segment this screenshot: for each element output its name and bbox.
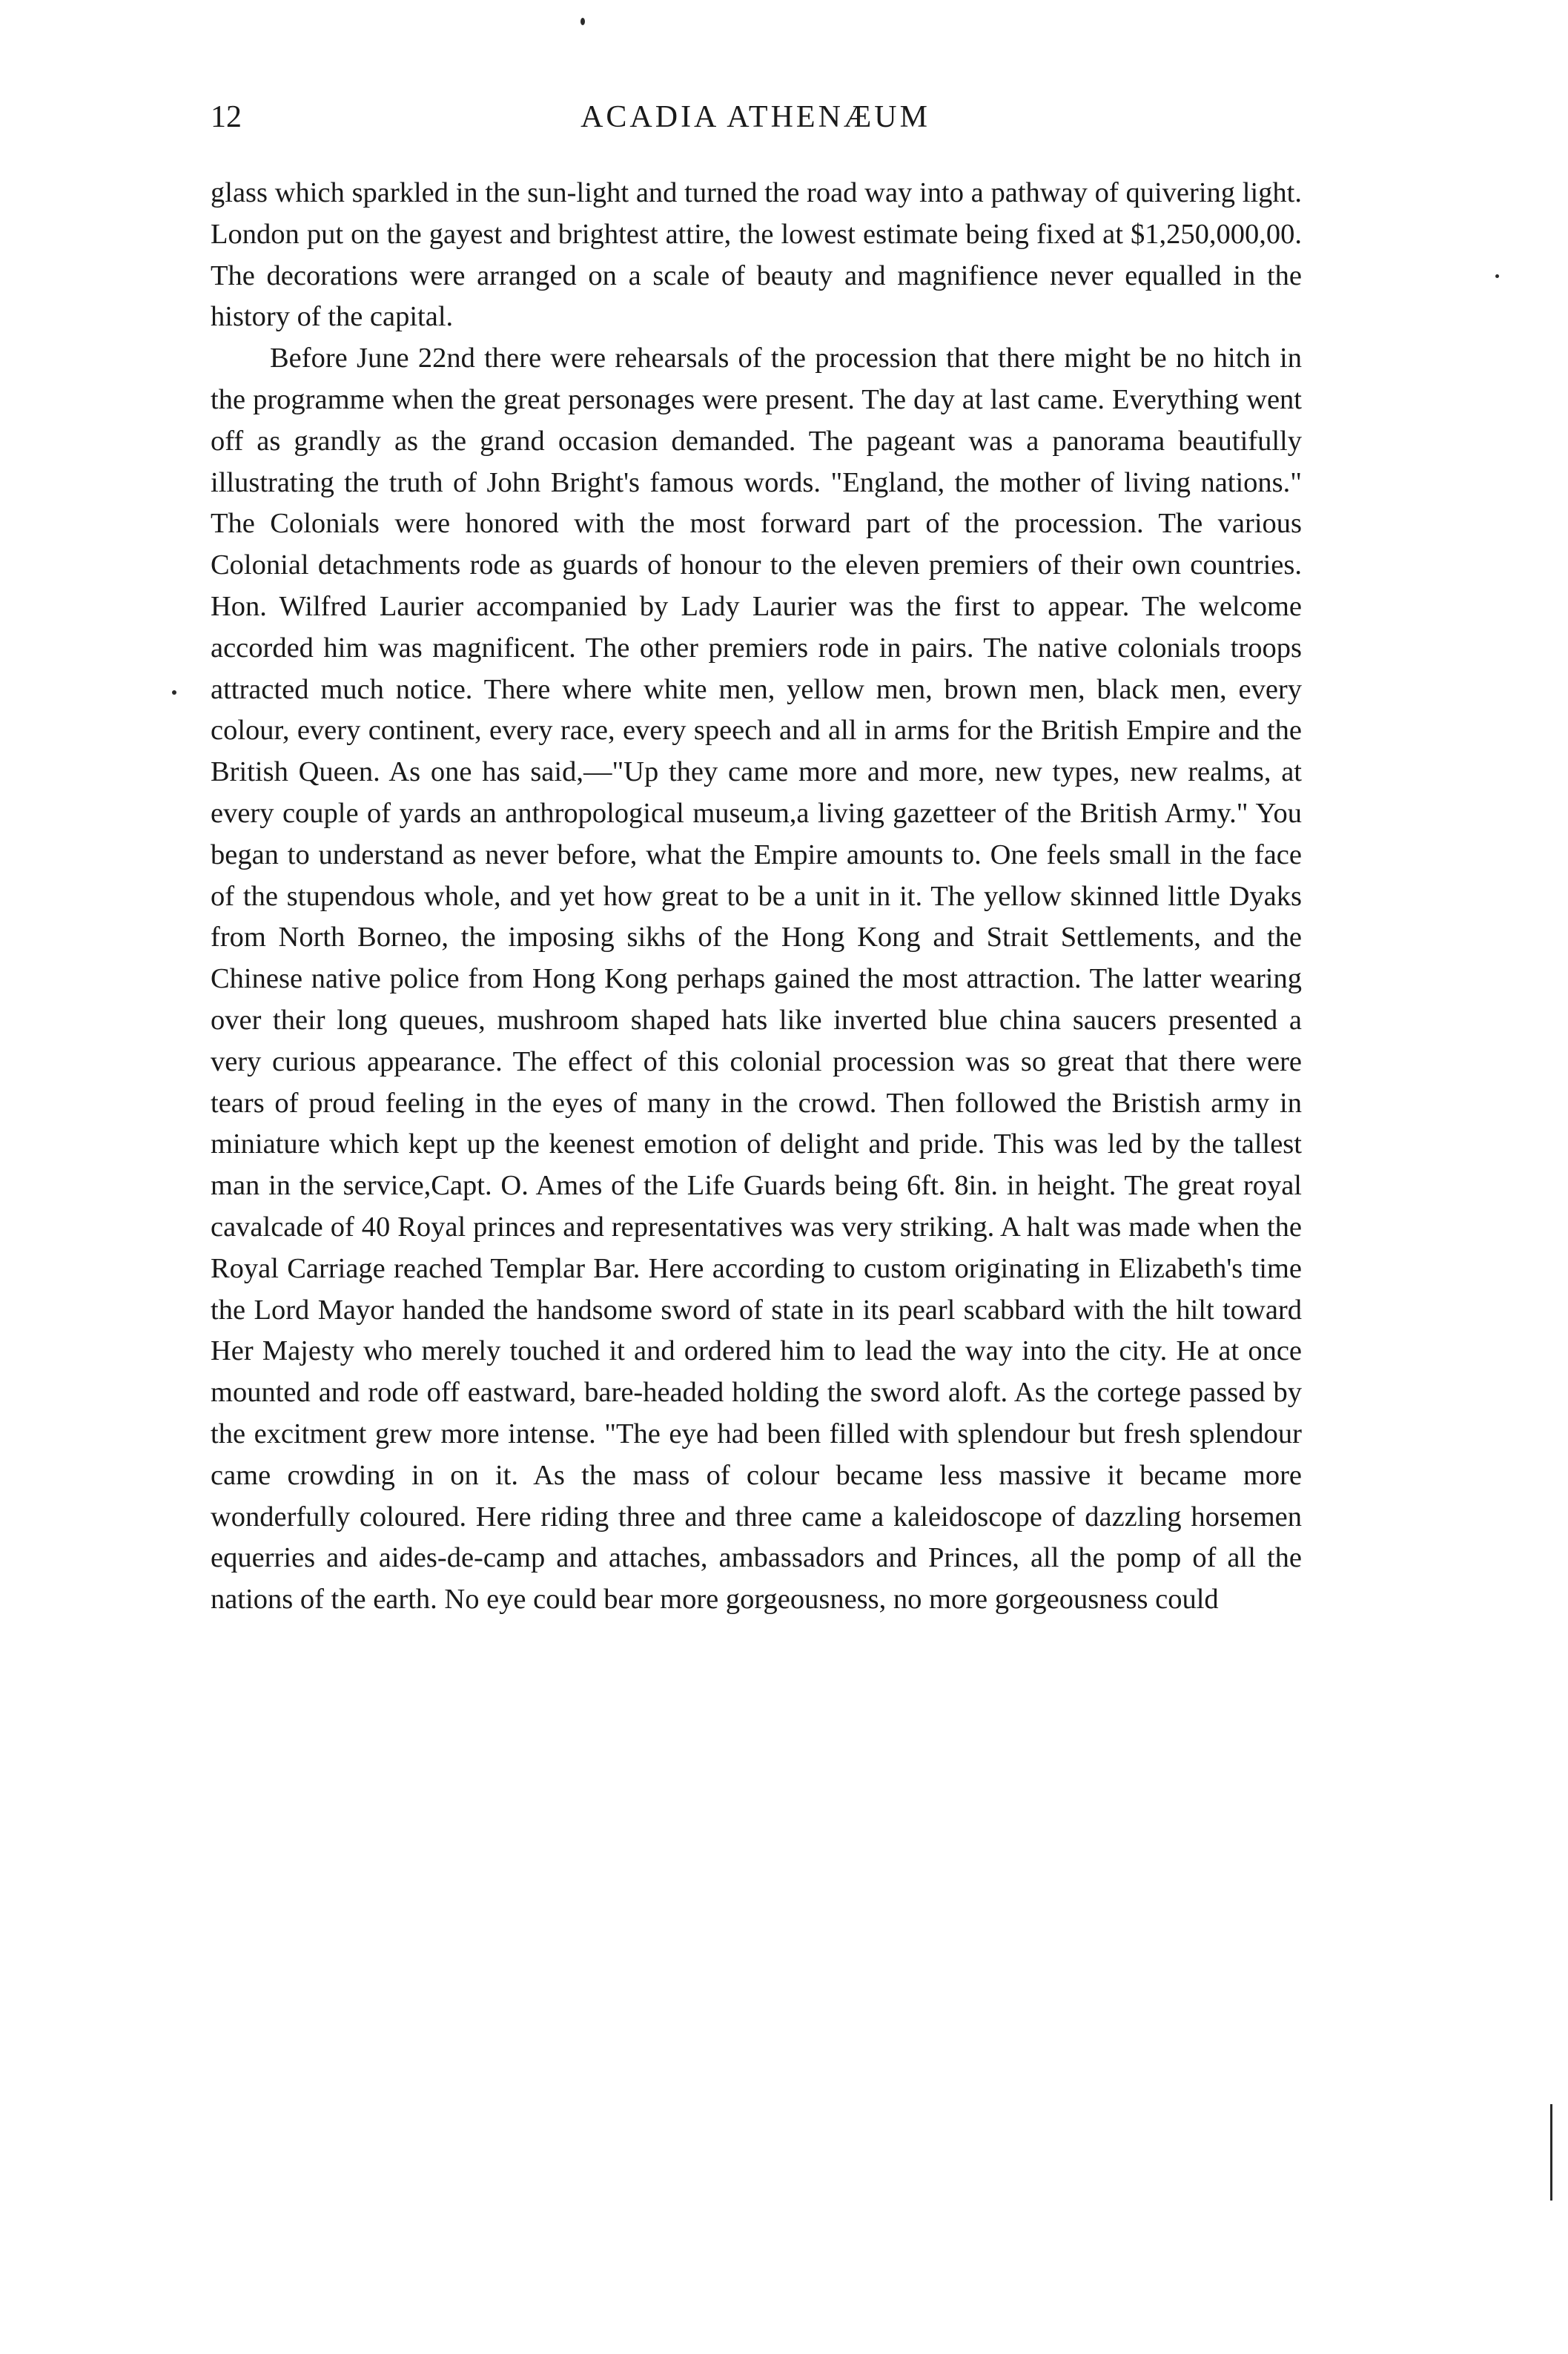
paragraph-procession: Before June 22nd there were rehearsals of the procession that there might be no hitch in the programme when the great personages were present. The day at last came. Everything went off as grandly as the grand occasion demanded. The pageant was a panorama beautifully illustrating the truth of John Bright's famous words. "England, the mother of living nations." The Colonials were honored with the most forward part of the procession. The various Colonial detachments rode as guards of honour to the eleven premiers of their own countries. Hon. Wilfred Laurier accompanied by Lady Laurier was the first to appear. The welcome accorded him was magnificent. The other premiers rode in pairs. The native colonials troops attracted much notice. There where white men, yellow men, brown men, black men, every colour, every continent, every race, every speech and all in arms for the British Empire and the British Queen. As one has said,—"Up they came more and more, new types, new realms, at every couple of yards an anthropological museum,a living gazetteer of the British Army." You began to understand as never before, what the Empire amounts to. One feels small in the face of the stupendous whole, and yet how great to be a unit in it. The yellow skinned little Dyaks from North Borneo, the imposing sikhs of the Hong Kong and Strait Settlements, and the Chinese native police from Hong Kong perhaps gained the most attraction. The latter wearing over their long queues, mushroom shaped hats like inverted blue china saucers presented a very curious appearance. The effect of this colonial procession was so great that there were tears of proud feeling in the eyes of many in the crowd. Then followed the Bristish army in miniature which kept up the keenest emotion of delight and pride. This was led by the tallest man in the service,Capt. O. Ames of the Life Guards being 6ft. 8in. in height. The great royal cavalcade of 40 Royal princes and representatives was very striking. A halt was made when the Royal Carriage reached Templar Bar. Here according to custom originating in Elizabeth's time the Lord Mayor handed the handsome sword of state in its pearl scabbard with the hilt toward Her Majesty who merely touched it and ordered him to lead the way into the city. He at once mounted and rode off eastward, bare-headed holding the sword aloft. As the cortege passed by the excitment grew more intense. "The eye had been filled with splendour but fresh splendour came crowding in on it. As the mass of colour became less massive it became more wonderfully coloured. Here riding three and three came a kaleidoscope of dazzling horsemen equerries and aides-de-camp and attaches, ambassadors and Princes, all the pomp of all the nations of the earth. No eye could bear more gorgeousness, no more gorgeousness could <box>211 343 1302 1616</box>
page-number: 12 <box>211 100 242 134</box>
scan-edge-mark <box>1550 2104 1552 2201</box>
paragraph-continuation: glass which sparkled in the sun-light and turned the road way into a pathway of quivering light. London put on the gayest and brightest attire, the lowest estimate being fixed at $1,250,000,00. The decorations were arranged on a scale of beauty and magnifience never equalled in the history of the capital. <box>211 177 1302 333</box>
article-body <box>211 173 1302 1621</box>
scan-speck <box>580 18 585 25</box>
running-title: ACADIA ATHENÆUM <box>580 100 930 134</box>
scan-speck <box>1495 274 1499 278</box>
scan-speck <box>172 690 176 695</box>
page-header <box>211 95 1300 139</box>
